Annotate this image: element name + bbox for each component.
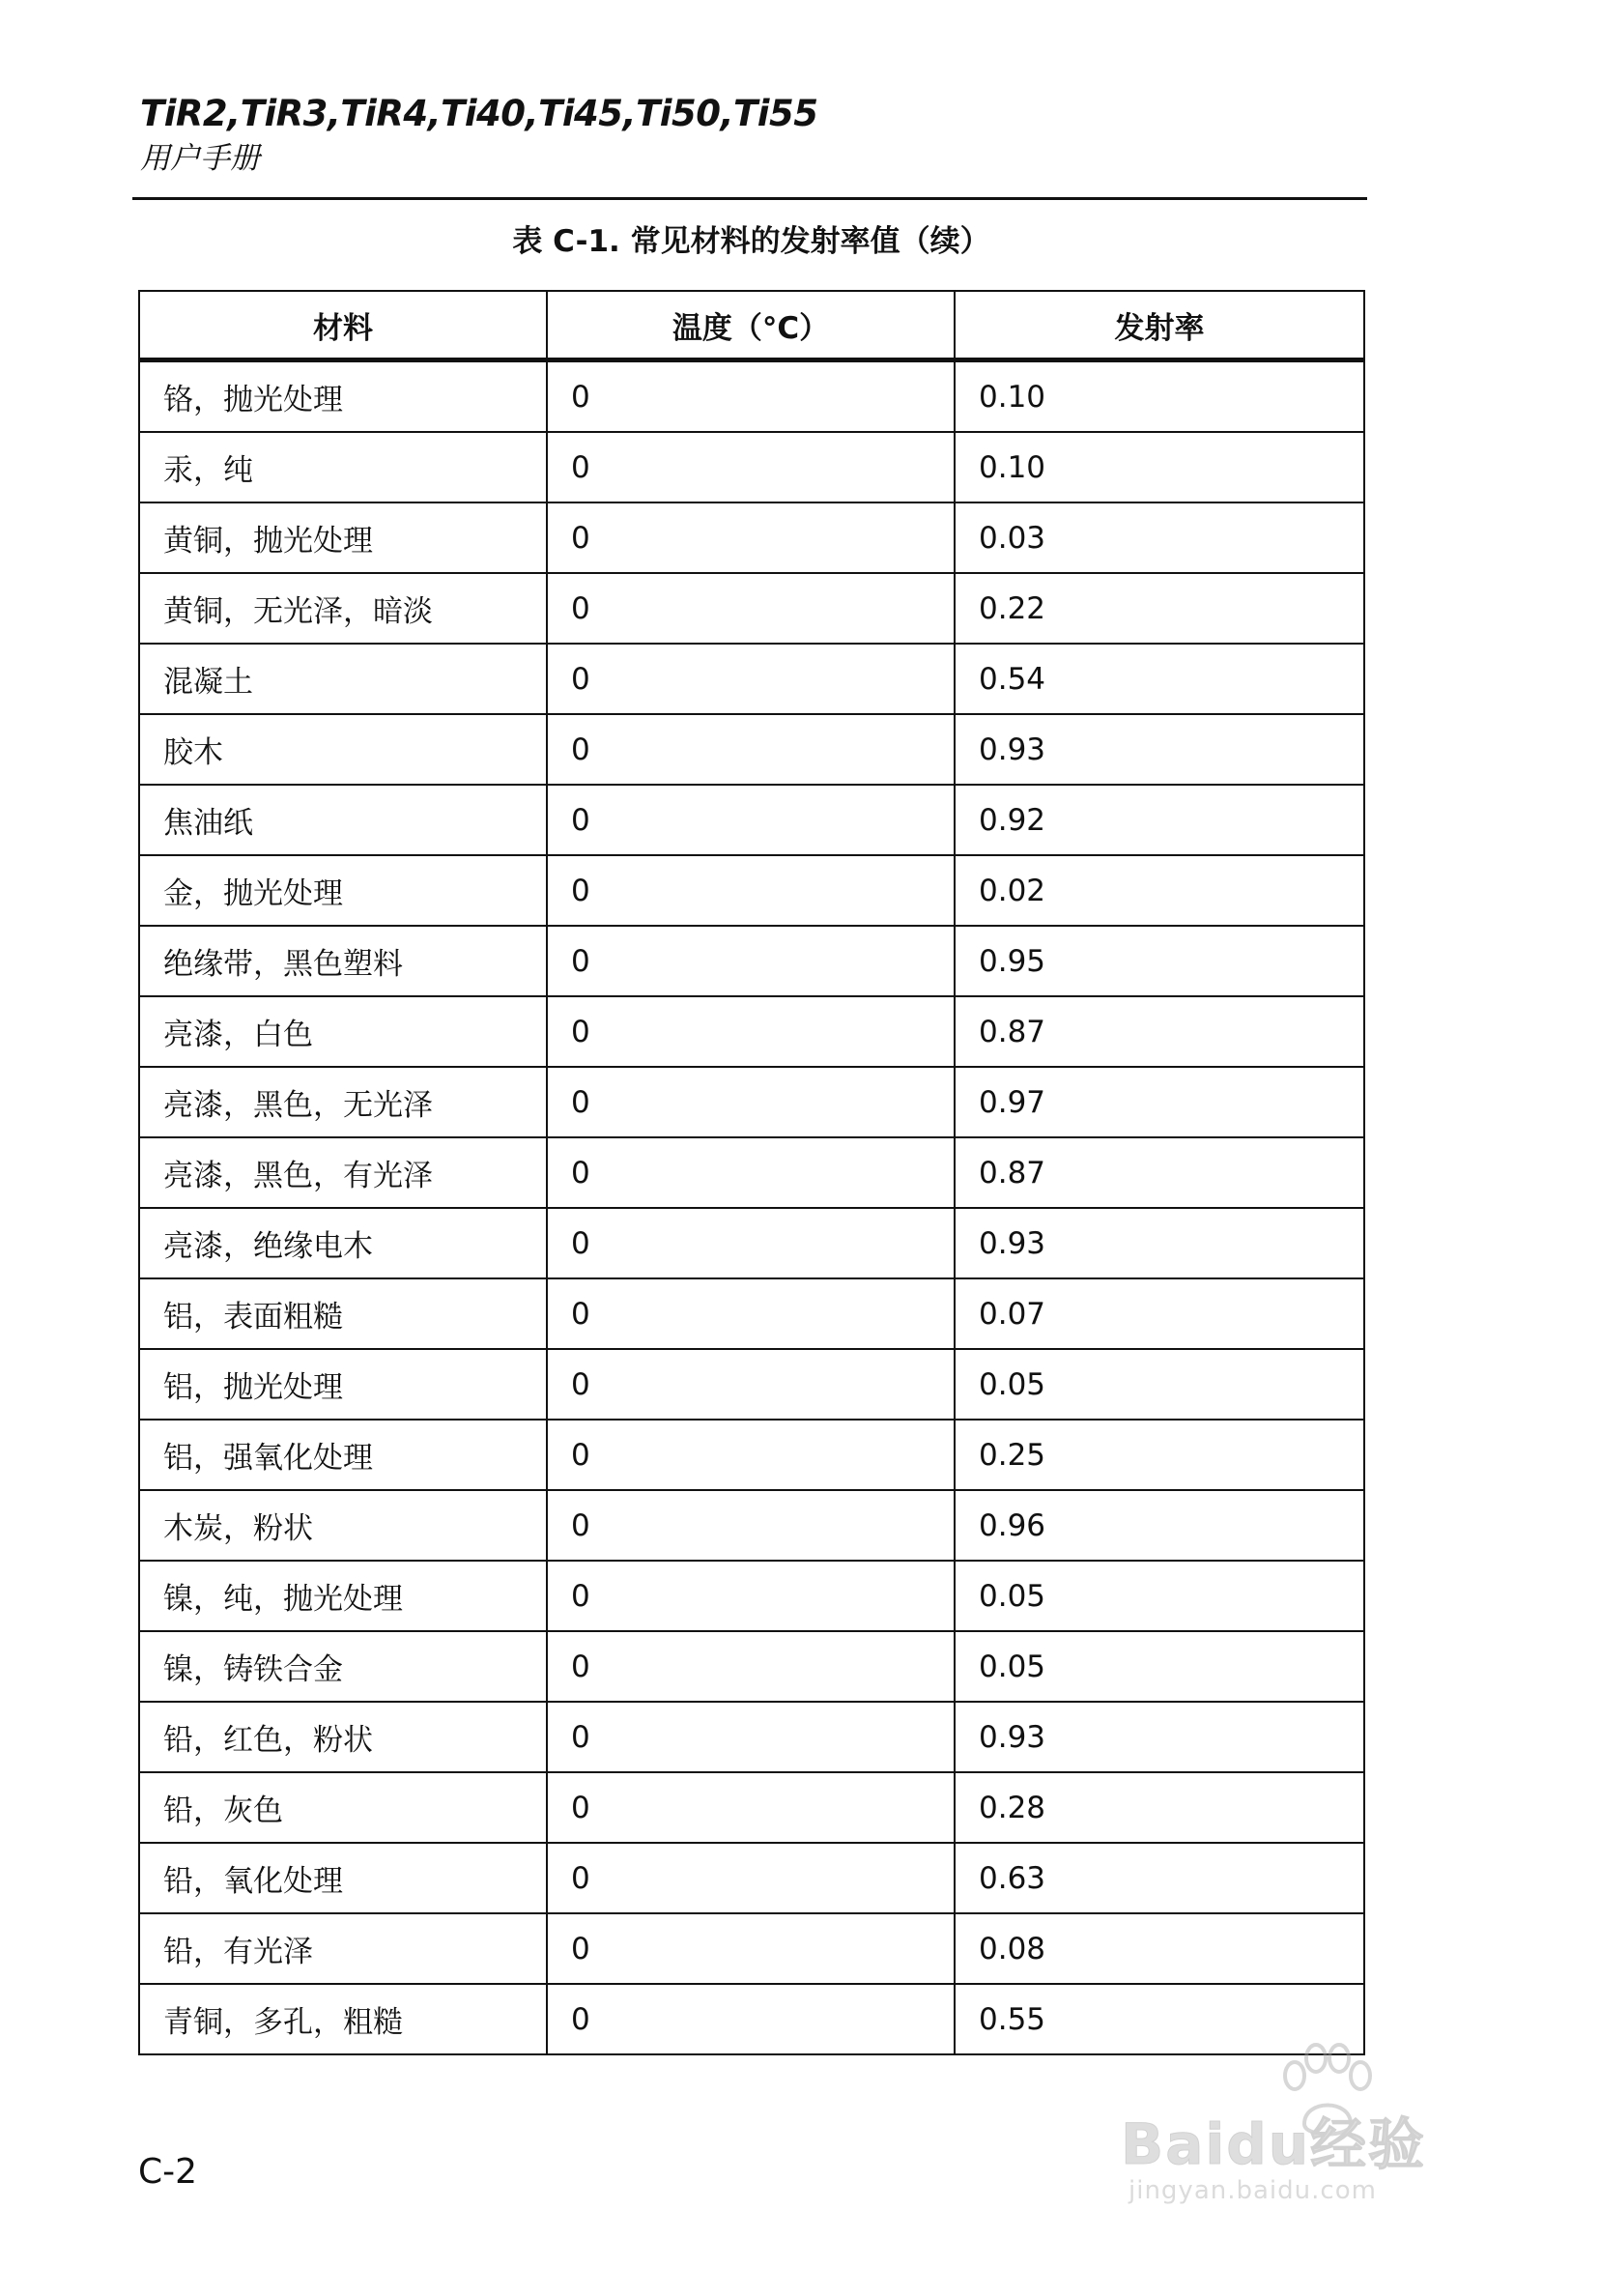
cell-temperature: 0	[547, 1278, 955, 1349]
cell-emissivity: 0.93	[955, 1208, 1364, 1278]
document-subtitle: 用户手册	[140, 141, 260, 176]
cell-emissivity: 0.07	[955, 1278, 1364, 1349]
table-row	[139, 1772, 1364, 1843]
cell-emissivity: 0.93	[955, 714, 1364, 785]
table-row	[139, 1631, 1364, 1702]
cell-material: 亮漆，黑色，有光泽	[139, 1137, 547, 1208]
cell-temperature: 0	[547, 1843, 955, 1913]
cell-material: 青铜，多孔，粗糙	[139, 1984, 547, 2054]
cell-material: 焦油纸	[139, 785, 547, 855]
cell-temperature: 0	[547, 1702, 955, 1772]
baidu-watermark	[1121, 2039, 1507, 2223]
cell-emissivity: 0.05	[955, 1631, 1364, 1702]
cell-emissivity: 0.05	[955, 1561, 1364, 1631]
cell-emissivity: 0.87	[955, 1137, 1364, 1208]
cell-material: 黄铜，无光泽，暗淡	[139, 573, 547, 644]
cell-emissivity: 0.08	[955, 1913, 1364, 1984]
cell-emissivity: 0.25	[955, 1420, 1364, 1490]
cell-material: 铅，灰色	[139, 1772, 547, 1843]
table-row	[139, 1349, 1364, 1420]
cell-emissivity: 0.95	[955, 926, 1364, 996]
page-header	[140, 93, 1367, 178]
cell-temperature: 0	[547, 855, 955, 926]
cell-material: 亮漆，黑色，无光泽	[139, 1067, 547, 1137]
table-row	[139, 1561, 1364, 1631]
cell-temperature: 0	[547, 1913, 955, 1984]
cell-emissivity: 0.87	[955, 996, 1364, 1067]
table-row	[139, 502, 1364, 573]
watermark-brand: Baidu经验	[1121, 2111, 1427, 2177]
cell-emissivity: 0.05	[955, 1349, 1364, 1420]
cell-temperature: 0	[547, 432, 955, 502]
table-row	[139, 644, 1364, 714]
page-number: C-2	[138, 2152, 198, 2192]
table-row	[139, 785, 1364, 855]
cell-material: 铝，抛光处理	[139, 1349, 547, 1420]
cell-temperature: 0	[547, 1984, 955, 2054]
table-row	[139, 1702, 1364, 1772]
column-header-temperature: 温度（°C）	[547, 291, 955, 360]
cell-temperature: 0	[547, 714, 955, 785]
table-row	[139, 1137, 1364, 1208]
cell-emissivity: 0.96	[955, 1490, 1364, 1561]
table-caption: 表 C-1. 常见材料的发射率值（续）	[512, 224, 990, 259]
cell-material: 金，抛光处理	[139, 855, 547, 926]
cell-emissivity: 0.10	[955, 432, 1364, 502]
table-body	[139, 360, 1364, 2055]
cell-emissivity: 0.55	[955, 1984, 1364, 2054]
cell-temperature: 0	[547, 996, 955, 1067]
table-row	[139, 1278, 1364, 1349]
cell-temperature: 0	[547, 502, 955, 573]
cell-emissivity: 0.10	[955, 360, 1364, 433]
cell-temperature: 0	[547, 926, 955, 996]
cell-temperature: 0	[547, 1772, 955, 1843]
cell-temperature: 0	[547, 1631, 955, 1702]
cell-temperature: 0	[547, 1561, 955, 1631]
cell-material: 铝，表面粗糙	[139, 1278, 547, 1349]
cell-material: 亮漆，白色	[139, 996, 547, 1067]
cell-temperature: 0	[547, 1349, 955, 1420]
table-row	[139, 1843, 1364, 1913]
cell-material: 黄铜，抛光处理	[139, 502, 547, 573]
document-title: TiR2,TiR3,TiR4,Ti40,Ti45,Ti50,Ti55	[140, 93, 818, 134]
watermark-url: jingyan.baidu.com	[1129, 2176, 1377, 2205]
column-header-emissivity: 发射率	[955, 291, 1364, 360]
table-header-row	[139, 291, 1364, 360]
cell-material: 铅，有光泽	[139, 1913, 547, 1984]
table-row	[139, 1490, 1364, 1561]
cell-material: 镍，铸铁合金	[139, 1631, 547, 1702]
cell-emissivity: 0.28	[955, 1772, 1364, 1843]
cell-emissivity: 0.92	[955, 785, 1364, 855]
cell-temperature: 0	[547, 1137, 955, 1208]
cell-temperature: 0	[547, 360, 955, 433]
cell-temperature: 0	[547, 785, 955, 855]
cell-material: 亮漆，绝缘电木	[139, 1208, 547, 1278]
table-row	[139, 926, 1364, 996]
cell-emissivity: 0.02	[955, 855, 1364, 926]
cell-material: 混凝土	[139, 644, 547, 714]
cell-material: 胶木	[139, 714, 547, 785]
table-row	[139, 573, 1364, 644]
table-row	[139, 714, 1364, 785]
cell-emissivity: 0.93	[955, 1702, 1364, 1772]
cell-emissivity: 0.63	[955, 1843, 1364, 1913]
column-header-material: 材料	[139, 291, 547, 360]
cell-temperature: 0	[547, 1490, 955, 1561]
emissivity-table	[138, 290, 1365, 2055]
cell-material: 铬，抛光处理	[139, 360, 547, 433]
table-row	[139, 360, 1364, 433]
cell-material: 镍，纯，抛光处理	[139, 1561, 547, 1631]
cell-temperature: 0	[547, 1420, 955, 1490]
cell-material: 铝，强氧化处理	[139, 1420, 547, 1490]
cell-material: 铅，红色，粉状	[139, 1702, 547, 1772]
cell-temperature: 0	[547, 573, 955, 644]
table-row	[139, 1067, 1364, 1137]
cell-material: 汞，纯	[139, 432, 547, 502]
table-row	[139, 1208, 1364, 1278]
header-divider	[132, 197, 1367, 200]
table-row	[139, 432, 1364, 502]
table-row	[139, 855, 1364, 926]
cell-temperature: 0	[547, 1208, 955, 1278]
cell-temperature: 0	[547, 1067, 955, 1137]
cell-emissivity: 0.54	[955, 644, 1364, 714]
cell-emissivity: 0.03	[955, 502, 1364, 573]
cell-emissivity: 0.22	[955, 573, 1364, 644]
cell-material: 木炭，粉状	[139, 1490, 547, 1561]
table-row	[139, 1913, 1364, 1984]
cell-temperature: 0	[547, 644, 955, 714]
cell-material: 绝缘带，黑色塑料	[139, 926, 547, 996]
table-row	[139, 996, 1364, 1067]
cell-material: 铅，氧化处理	[139, 1843, 547, 1913]
table-row	[139, 1420, 1364, 1490]
cell-emissivity: 0.97	[955, 1067, 1364, 1137]
